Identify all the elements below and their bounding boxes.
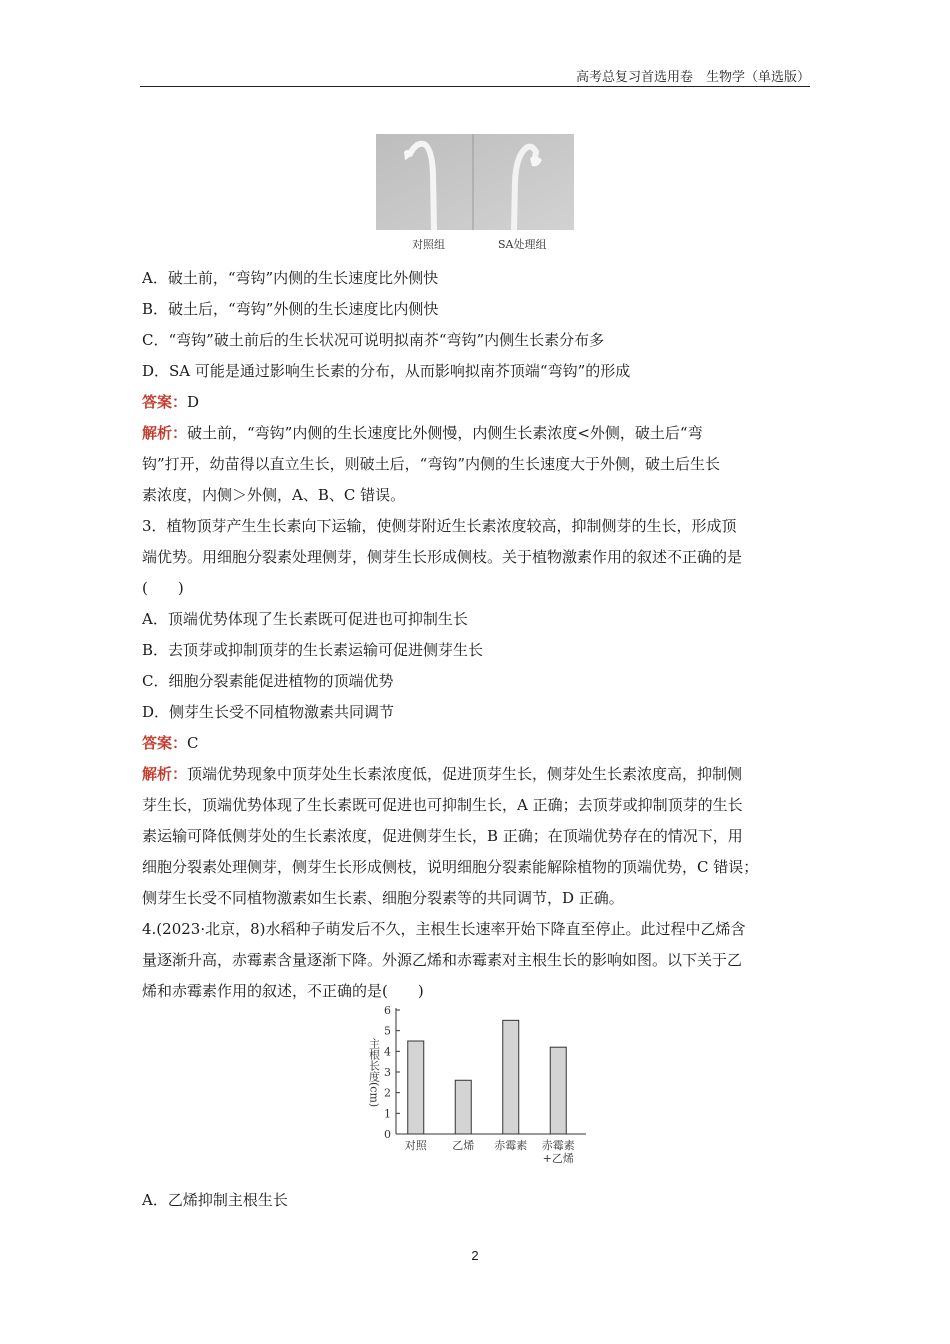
q3-option-c: C．细胞分裂素能促进植物的顶端优势 (142, 672, 394, 690)
q3-analysis-line-5: 侧芽生长受不同植物激素如生长素、细胞分裂素等的共同调节，D 正确。 (142, 889, 624, 907)
q2-answer-value: D (187, 393, 200, 411)
chart-y-tick-label: 4 (384, 1045, 391, 1059)
seedling-photo-art (376, 134, 574, 230)
q2-option-d: D．SA 可能是通过影响生长素的分布，从而影响拟南芥顶端“弯钩”的形成 (142, 362, 631, 380)
q3-analysis-line-2: 芽生长，顶端优势体现了生长素既可促进也可抑制生长，A 正确；去顶芽或抑制顶芽的生长 (142, 796, 743, 814)
q3-option-b: B．去顶芽或抑制顶芽的生长素运输可促进侧芽生长 (142, 641, 484, 659)
chart-y-tick-label: 1 (384, 1107, 391, 1121)
q4-stem-line-2: 量逐渐升高，赤霉素含量逐渐下降。外源乙烯和赤霉素对主根生长的影响如图。以下关于乙 (142, 951, 743, 969)
chart-bar (550, 1047, 566, 1134)
q4-option-a: A．乙烯抑制主根生长 (142, 1191, 288, 1209)
q3-option-a: A．顶端优势体现了生长素既可促进也可抑制生长 (142, 610, 468, 628)
q2-analysis-line-3: 素浓度，内侧＞外侧，A、B、C 错误。 (142, 486, 406, 504)
q3-answer-value: C (187, 734, 199, 752)
caption-control: 对照组 (412, 238, 445, 251)
chart-category-label: 乙烯 (452, 1139, 475, 1152)
chart-category-label: 对照 (404, 1139, 427, 1152)
caption-sa: SA处理组 (498, 238, 547, 251)
chart-y-tick-label: 2 (384, 1086, 391, 1100)
q2-option-b: B．破土后，“弯钩”外侧的生长速度比内侧快 (142, 300, 439, 318)
q2-analysis-line-2: 钩”打开，幼苗得以直立生长，则破土后，“弯钩”内侧的生长速度大于外侧，破土后生长 (142, 455, 721, 473)
chart-y-tick-label: 6 (384, 1004, 391, 1017)
q2-answer-label: 答案： (142, 393, 188, 411)
chart-y-tick-label: 5 (384, 1024, 391, 1038)
q3-option-d: D．侧芽生长受不同植物激素共同调节 (142, 703, 395, 721)
chart-category-label: 赤霉素 (541, 1139, 575, 1152)
chart-y-label: 主根长度(cm) (367, 1038, 381, 1108)
chart-bar (408, 1041, 424, 1134)
chart-svg (360, 998, 600, 1172)
chart-bar (455, 1080, 471, 1134)
q3-stem-line-1: 3．植物顶芽产生生长素向下运输，使侧芽附近生长素浓度较高，抑制侧芽的生长，形成顶 (142, 517, 737, 535)
q3-analysis-line-4: 细胞分裂素处理侧芽，侧芽生长形成侧枝，说明细胞分裂素能解除植物的顶端优势，C 错误； (142, 858, 759, 876)
root-length-chart (360, 998, 600, 1172)
header-rule (140, 86, 810, 87)
page-number: 2 (471, 1248, 479, 1263)
chart-y-tick-label: 0 (384, 1128, 391, 1141)
chart-category-label: +乙烯 (542, 1152, 574, 1165)
q3-stem-line-2: 端优势。用细胞分裂素处理侧芽，侧芽生长形成侧枝。关于植物激素作用的叙述不正确的是 (142, 548, 743, 566)
page-header: 高考总复习首选用卷 生物学（单选版） (575, 70, 810, 85)
q3-stem-line-3: ( ) (142, 579, 184, 597)
q2-analysis-label: 解析： (142, 424, 188, 442)
q2-analysis-line-1: 解析：破土前，“弯钩”内侧的生长速度比外侧慢，内侧生长素浓度<外侧，破土后“弯 (142, 424, 703, 442)
seedling-photo (376, 134, 574, 230)
q4-stem-line-1: 4.(2023·北京，8)水稻种子萌发后不久，主根生长速率开始下降直至停止。此过程中乙烯含 (142, 920, 746, 938)
q3-answer-label: 答案： (142, 734, 188, 752)
q3-answer (142, 733, 199, 753)
chart-bar (503, 1020, 519, 1134)
q2-answer (142, 392, 199, 412)
q3-analysis-label: 解析： (142, 765, 188, 783)
q2-option-c: C．“弯钩”破土前后的生长状况可说明拟南芥“弯钩”内侧生长素分布多 (142, 331, 605, 349)
q2-option-a: A．破土前，“弯钩”内侧的生长速度比外侧快 (142, 269, 439, 287)
chart-category-label: 赤霉素 (494, 1139, 528, 1152)
q3-analysis-line-3: 素运输可降低侧芽处的生长素浓度，促进侧芽生长，B 正确；在顶端优势存在的情况下，用 (142, 827, 743, 845)
q3-analysis-line-1: 解析：顶端优势现象中顶芽处生长素浓度低，促进顶芽生长，侧芽处生长素浓度高，抑制侧 (142, 765, 743, 783)
chart-y-tick-label: 3 (384, 1066, 391, 1079)
q4-stem-line-3: 烯和赤霉素作用的叙述，不正确的是( ) (142, 982, 424, 1000)
